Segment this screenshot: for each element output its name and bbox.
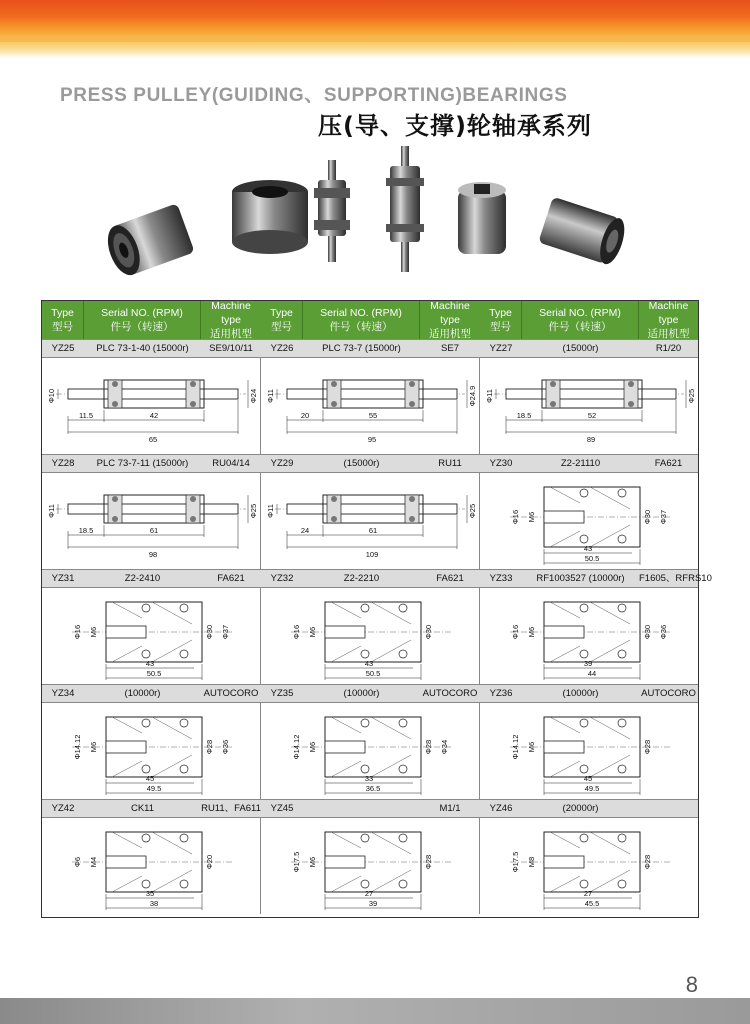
ball	[180, 765, 188, 773]
header-type-en: Type	[489, 307, 512, 319]
ball	[361, 880, 369, 888]
dim-label: M6	[308, 856, 317, 868]
dim-label: Φ28	[643, 854, 652, 870]
dim-label: 18.5	[516, 411, 532, 420]
bearing-drawing-cell	[42, 473, 261, 569]
cell-machine: SE9/10/11	[209, 343, 253, 354]
bearing-drawing-cell	[261, 703, 480, 799]
bearing-drawing-cell	[261, 588, 480, 684]
bore-outline	[544, 856, 584, 868]
dim-label: 35	[145, 889, 155, 898]
cell-type: YZ45	[270, 803, 294, 814]
cell-machine: AUTOCORO	[422, 688, 478, 699]
dim-label: Φ24.9	[468, 385, 477, 407]
table-label-row	[42, 454, 698, 473]
header-serial-en: Serial NO. (RPM)	[101, 307, 183, 319]
dim-label: 44	[587, 669, 597, 678]
cell-machine	[639, 800, 698, 817]
ball	[112, 516, 118, 522]
dim-label: Φ28	[643, 739, 652, 755]
dim-label: 50.5	[365, 669, 381, 678]
technical-drawing	[261, 358, 479, 454]
header-serial-cn: 件号（转速）	[110, 321, 174, 333]
dim-label: M4	[89, 856, 98, 868]
dim-label: Φ16	[73, 624, 82, 640]
ball	[112, 381, 118, 387]
ball	[142, 604, 150, 612]
product-photos	[100, 140, 630, 280]
cell-type: YZ27	[489, 343, 513, 354]
bearing-drawing-cell	[42, 358, 261, 454]
cell-serial: Z2-2210	[343, 573, 380, 584]
header-type-cn: 型号	[271, 321, 292, 333]
shaft-outline	[68, 389, 238, 399]
cell-machine: AUTOCORO	[641, 688, 696, 699]
footer-band	[0, 998, 750, 1024]
ball	[618, 489, 626, 497]
ball	[580, 604, 588, 612]
table-body	[42, 339, 712, 914]
cell-machine: AUTOCORO	[203, 688, 259, 699]
dim-label: 98	[148, 550, 158, 559]
dim-label: Φ36	[659, 624, 668, 640]
ball	[190, 496, 196, 502]
product-photo-2	[232, 180, 308, 254]
ball	[550, 401, 556, 407]
dim-label: 42	[149, 411, 159, 420]
table-drawing-row	[42, 818, 698, 914]
cell-machine: M1/1	[439, 803, 461, 814]
ball	[190, 401, 196, 407]
ball	[180, 880, 188, 888]
header-type	[42, 301, 84, 339]
dim-label: 89	[586, 435, 596, 444]
dim-label: Φ6	[73, 856, 82, 868]
ball	[399, 719, 407, 727]
page-number: 8	[685, 972, 698, 997]
dim-label: 45	[583, 774, 593, 783]
dim-label: 43	[364, 659, 374, 668]
header-serial-en: Serial NO. (RPM)	[320, 307, 402, 319]
ball	[331, 401, 337, 407]
cell-machine: RU04/14	[212, 458, 250, 469]
dim-label: 61	[368, 526, 378, 535]
ball	[112, 496, 118, 502]
cell-type: YZ32	[270, 573, 294, 584]
dim-label: Φ16	[511, 509, 520, 525]
cell-machine: R1/20	[655, 343, 682, 354]
cell-type: YZ34	[51, 688, 75, 699]
header-machine-en: Machine type	[648, 300, 689, 326]
dim-label: 36.5	[365, 784, 381, 793]
product-photo-4	[386, 146, 424, 272]
ball	[399, 650, 407, 658]
ball	[618, 719, 626, 727]
dim-label: 33	[364, 774, 374, 783]
bearing-drawing-cell	[480, 703, 698, 799]
technical-drawing	[42, 818, 260, 914]
ball	[361, 719, 369, 727]
table-drawing-row	[42, 588, 698, 684]
dim-label: Φ11	[266, 504, 275, 518]
dim-label: Φ11	[485, 389, 494, 403]
ball	[580, 535, 588, 543]
cell-serial: PLC 73-7-11 (15000r)	[96, 458, 189, 469]
bearing-drawing-cell	[480, 588, 698, 684]
dim-label: 50.5	[146, 669, 162, 678]
dim-label: Φ37	[221, 624, 230, 640]
ball	[361, 650, 369, 658]
dim-label: Φ30	[643, 509, 652, 525]
cell-serial: (15000r)	[343, 458, 380, 469]
dim-label: Φ16	[292, 624, 301, 640]
cell-machine: RU11、FA611	[201, 803, 261, 814]
cell-serial: Z2-2410	[124, 573, 161, 584]
ball	[409, 516, 415, 522]
header-machine	[420, 301, 480, 339]
header-machine-en: Machine type	[211, 300, 251, 326]
product-photo-1	[102, 203, 195, 279]
header-group-2	[261, 301, 480, 339]
header-type-en: Type	[270, 307, 293, 319]
cell-type: YZ36	[489, 688, 513, 699]
ball	[331, 496, 337, 502]
dim-label: 39	[368, 899, 378, 908]
cell-serial: PLC 73-1-40 (15000r)	[96, 343, 189, 354]
header-type-en: Type	[51, 307, 74, 319]
dim-label: M6	[308, 626, 317, 638]
bearing-drawing-cell	[261, 818, 480, 914]
bearing-drawing-cell	[42, 818, 261, 914]
bore-outline	[544, 626, 584, 638]
ball	[142, 650, 150, 658]
product-photo-6	[538, 197, 629, 267]
cell-serial: (15000r)	[562, 343, 599, 354]
dim-label: 55	[368, 411, 378, 420]
bore-outline	[106, 626, 146, 638]
shaft-outline	[68, 504, 238, 514]
cell-type: YZ30	[489, 458, 513, 469]
dim-label: 65	[148, 435, 158, 444]
cell-type: YZ33	[489, 573, 513, 584]
dim-label: 43	[583, 544, 593, 553]
dim-label: Φ11	[47, 504, 56, 518]
dim-label: Φ10	[47, 388, 56, 404]
ball	[618, 880, 626, 888]
bore-outline	[325, 741, 365, 753]
ball	[628, 401, 634, 407]
ball	[618, 650, 626, 658]
shaft-outline	[287, 504, 457, 514]
ball	[628, 381, 634, 387]
dim-label: 45	[145, 774, 155, 783]
ball	[618, 834, 626, 842]
header-group-3	[480, 301, 698, 339]
bore-outline	[544, 511, 584, 523]
bearing-drawing-cell	[480, 473, 698, 569]
header-machine	[201, 301, 261, 339]
dim-label: M6	[89, 626, 98, 638]
ball	[399, 880, 407, 888]
ball	[580, 489, 588, 497]
dim-label: Φ24	[249, 388, 258, 404]
technical-drawing	[480, 588, 698, 684]
bearing-spec-table	[41, 300, 712, 918]
dim-label: 61	[149, 526, 159, 535]
bore-outline	[325, 626, 365, 638]
dim-label: M6	[89, 741, 98, 753]
dim-label: 49.5	[584, 784, 600, 793]
ball	[409, 381, 415, 387]
ball	[142, 719, 150, 727]
ball	[580, 880, 588, 888]
product-photo-3	[314, 160, 350, 262]
bearing-drawing-cell	[480, 818, 698, 914]
dim-label: M6	[527, 511, 536, 523]
cell-machine: FA621	[654, 458, 683, 469]
bearing-drawing-cell	[261, 358, 480, 454]
ball	[580, 834, 588, 842]
dim-label: Φ30	[205, 624, 214, 640]
technical-drawing	[42, 588, 260, 684]
bore-outline	[106, 856, 146, 868]
table-label-row	[42, 569, 712, 588]
dim-label: M8	[527, 856, 536, 868]
ball	[190, 381, 196, 387]
dim-label: Φ16	[511, 624, 520, 640]
ball	[399, 765, 407, 773]
technical-drawing	[480, 473, 698, 569]
technical-drawing	[42, 473, 260, 569]
header-serial-en: Serial NO. (RPM)	[539, 307, 621, 319]
ball	[112, 401, 118, 407]
cell-type: YZ35	[270, 688, 294, 699]
ball	[180, 604, 188, 612]
header-machine-cn: 适用机型	[429, 328, 471, 340]
technical-drawing	[261, 588, 479, 684]
dim-label: Φ17.5	[292, 851, 301, 873]
header-machine-en: Machine type	[430, 300, 470, 326]
header-serial-cn: 件号（转速）	[548, 321, 612, 333]
header-machine	[639, 301, 698, 339]
ball	[180, 834, 188, 842]
dim-label: 109	[365, 550, 379, 559]
table-drawing-row	[42, 473, 698, 569]
dim-label: Φ28	[424, 854, 433, 870]
ball	[361, 604, 369, 612]
dim-label: Φ14.12	[292, 734, 301, 760]
dim-label: Φ11	[266, 389, 275, 403]
dim-label: 27	[364, 889, 374, 898]
technical-drawing	[261, 473, 479, 569]
cell-machine: FA621	[217, 573, 245, 584]
dim-label: Φ14.12	[73, 734, 82, 760]
bore-outline	[106, 741, 146, 753]
cell-serial: (10000r)	[124, 688, 161, 699]
technical-drawing	[480, 703, 698, 799]
header-serial	[522, 301, 639, 339]
cell-type: YZ25	[51, 343, 75, 354]
ball	[190, 516, 196, 522]
dim-label: 50.5	[584, 554, 600, 563]
header-type	[480, 301, 522, 339]
table-label-row	[42, 684, 698, 703]
cell-type: YZ28	[51, 458, 75, 469]
ball	[409, 401, 415, 407]
bearing-drawing-cell	[42, 588, 261, 684]
ball	[618, 535, 626, 543]
table-drawing-row	[42, 703, 698, 799]
dim-label: 49.5	[146, 784, 162, 793]
dim-label: 24	[300, 526, 310, 535]
shaft-outline	[287, 389, 457, 399]
technical-drawing	[42, 703, 260, 799]
ball	[180, 719, 188, 727]
dim-label: Φ17.5	[511, 851, 520, 873]
technical-drawing	[480, 358, 698, 454]
cell-serial: CK11	[130, 803, 155, 814]
shaft-outline	[506, 389, 676, 399]
cell-type: YZ42	[51, 803, 75, 814]
technical-drawing	[480, 818, 698, 914]
header-machine-cn: 适用机型	[647, 328, 690, 340]
technical-drawing	[261, 818, 479, 914]
header-serial	[303, 301, 420, 339]
technical-drawing	[42, 358, 260, 454]
banner-stripe	[0, 36, 750, 42]
dim-label: Φ25	[468, 503, 477, 519]
dim-label: Φ34	[440, 739, 449, 755]
dim-label: M6	[527, 626, 536, 638]
header-serial-cn: 件号（转速）	[329, 321, 393, 333]
ball	[361, 834, 369, 842]
top-banner	[0, 0, 750, 58]
bearing-drawing-cell	[480, 358, 698, 454]
cell-type: YZ31	[51, 573, 75, 584]
dim-label: Φ25	[687, 388, 696, 404]
header-type-cn: 型号	[490, 321, 511, 333]
cell-type: YZ29	[270, 458, 294, 469]
ball	[180, 650, 188, 658]
cell-serial: (10000r)	[562, 688, 599, 699]
dim-label: Φ20	[205, 854, 214, 870]
cell-serial: RF1003527 (10000r)	[536, 573, 625, 584]
ball	[580, 650, 588, 658]
ball	[142, 880, 150, 888]
cell-machine: F1605、RFRS10	[639, 573, 712, 584]
technical-drawing	[261, 703, 479, 799]
cell-serial: PLC 73-7 (15000r)	[322, 343, 401, 354]
table-label-row	[42, 799, 698, 818]
dim-label: 38	[149, 899, 159, 908]
dim-label: Φ30	[643, 624, 652, 640]
table-label-row	[42, 339, 698, 358]
product-photo-5	[458, 182, 506, 254]
dim-label: 95	[367, 435, 377, 444]
dim-label: 39	[583, 659, 593, 668]
dim-label: Φ25	[249, 503, 258, 519]
dim-label: Φ37	[659, 509, 668, 525]
ball	[618, 765, 626, 773]
ball	[142, 834, 150, 842]
page-title-english: PRESS PULLEY(GUIDING、SUPPORTING)BEARINGS	[60, 85, 568, 106]
dim-label: 11.5	[78, 411, 94, 420]
dim-label: 18.5	[78, 526, 94, 535]
ball	[331, 516, 337, 522]
header-type	[261, 301, 303, 339]
dim-label: M6	[527, 741, 536, 753]
header-serial	[84, 301, 201, 339]
ball	[580, 765, 588, 773]
dim-label: Φ30	[424, 624, 433, 640]
dim-label: M6	[308, 741, 317, 753]
dim-label: 20	[300, 411, 310, 420]
ball	[409, 496, 415, 502]
dim-label: Φ28	[205, 739, 214, 755]
dim-label: 43	[145, 659, 155, 668]
dim-label: 45.5	[584, 899, 600, 908]
table-header-row	[42, 301, 698, 339]
header-type-cn: 型号	[52, 321, 73, 333]
cell-machine: RU11	[438, 458, 462, 469]
table-drawing-row	[42, 358, 698, 454]
cell-machine: FA621	[436, 573, 464, 584]
cell-machine: SE7	[441, 343, 459, 354]
page-title-chinese: 压(导、支撑)轮轴承系列	[318, 112, 592, 140]
ball	[142, 765, 150, 773]
ball	[361, 765, 369, 773]
dim-label: Φ14.12	[511, 734, 520, 760]
dim-label: Φ36	[221, 739, 230, 755]
header-machine-cn: 适用机型	[210, 328, 252, 340]
bearing-drawing-cell	[261, 473, 480, 569]
cell-serial: Z2-21110	[560, 458, 601, 469]
cell-serial	[303, 800, 420, 817]
ball	[618, 604, 626, 612]
bore-outline	[544, 741, 584, 753]
ball	[399, 834, 407, 842]
ball	[399, 604, 407, 612]
bore-outline	[325, 856, 365, 868]
cell-type: YZ26	[270, 343, 294, 354]
dim-label: 27	[583, 889, 593, 898]
bearing-drawing-cell	[42, 703, 261, 799]
cell-serial: (20000r)	[562, 803, 599, 814]
ball	[331, 381, 337, 387]
ball	[550, 381, 556, 387]
dim-label: 52	[587, 411, 597, 420]
header-group-1	[42, 301, 261, 339]
cell-type: YZ46	[489, 803, 513, 814]
ball	[580, 719, 588, 727]
cell-serial: (10000r)	[343, 688, 380, 699]
dim-label: Φ28	[424, 739, 433, 755]
